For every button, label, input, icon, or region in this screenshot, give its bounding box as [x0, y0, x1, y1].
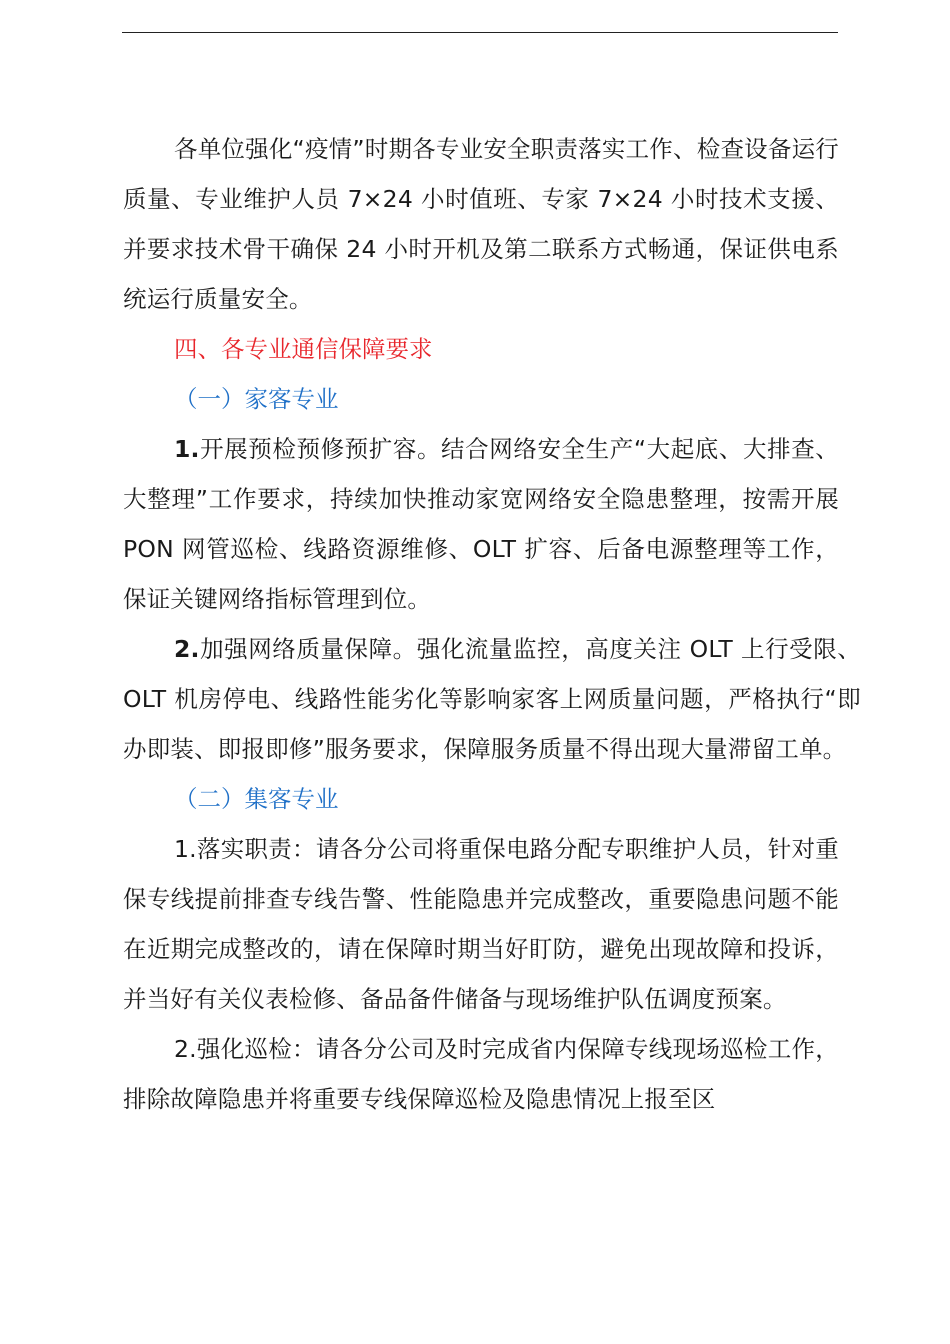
subsection-heading-group-customer: （二）集客专业	[174, 785, 339, 813]
item-number: 2.	[174, 635, 200, 663]
paragraph-item-2-group: 2.强化巡检：请各分公司及时完成省内保障专线现场巡检工作，排除故障隐患并将重要专线保障巡检及隐患情况上报至区	[123, 1035, 839, 1113]
item-text: 加强网络质量保障。强化流量监控，高度关注 OLT 上行受限、OLT 机房停电、线路性能劣化等影响家客上网质量问题，严格执行“即办即装、即报即修”服务要求，保障服务质量不得出现大量滞留工单。	[123, 635, 861, 763]
header-rule	[122, 32, 838, 33]
paragraph-item-1-group: 1.落实职责：请各分公司将重保电路分配专职维护人员，针对重保专线提前排查专线告警、性能隐患并完成整改，重要隐患问题不能在近期完成整改的，请在保障时期当好盯防，避免出现故障和投诉，并当好有关仪表检修、备品备件储备与现场维护队伍调度预案。	[123, 835, 839, 1013]
paragraph-safety-duties: 各单位强化“疫情”时期各专业安全职责落实工作、检查设备运行质量、专业维护人员 7×24 小时值班、专家 7×24 小时技术支援、并要求技术骨干确保 24 小时开机及第二联系方式畅通，保证供电系统运行质量安全。	[123, 135, 839, 313]
subsection-heading-home-customer: （一）家客专业	[174, 385, 339, 413]
paragraph-item-1-home	[123, 424, 839, 624]
section-heading-four: 四、各专业通信保障要求	[174, 335, 433, 363]
item-number: 1.	[174, 435, 200, 463]
item-text: 开展预检预修预扩容。结合网络安全生产“大起底、大排查、大整理”工作要求，持续加快推动家宽网络安全隐患整理，按需开展 PON 网管巡检、线路资源维修、OLT 扩容、后备电源整理等工作，保证关键网络指标管理到位。	[123, 435, 839, 613]
document-body	[123, 124, 861, 1124]
paragraph-item-2-home	[123, 624, 861, 774]
